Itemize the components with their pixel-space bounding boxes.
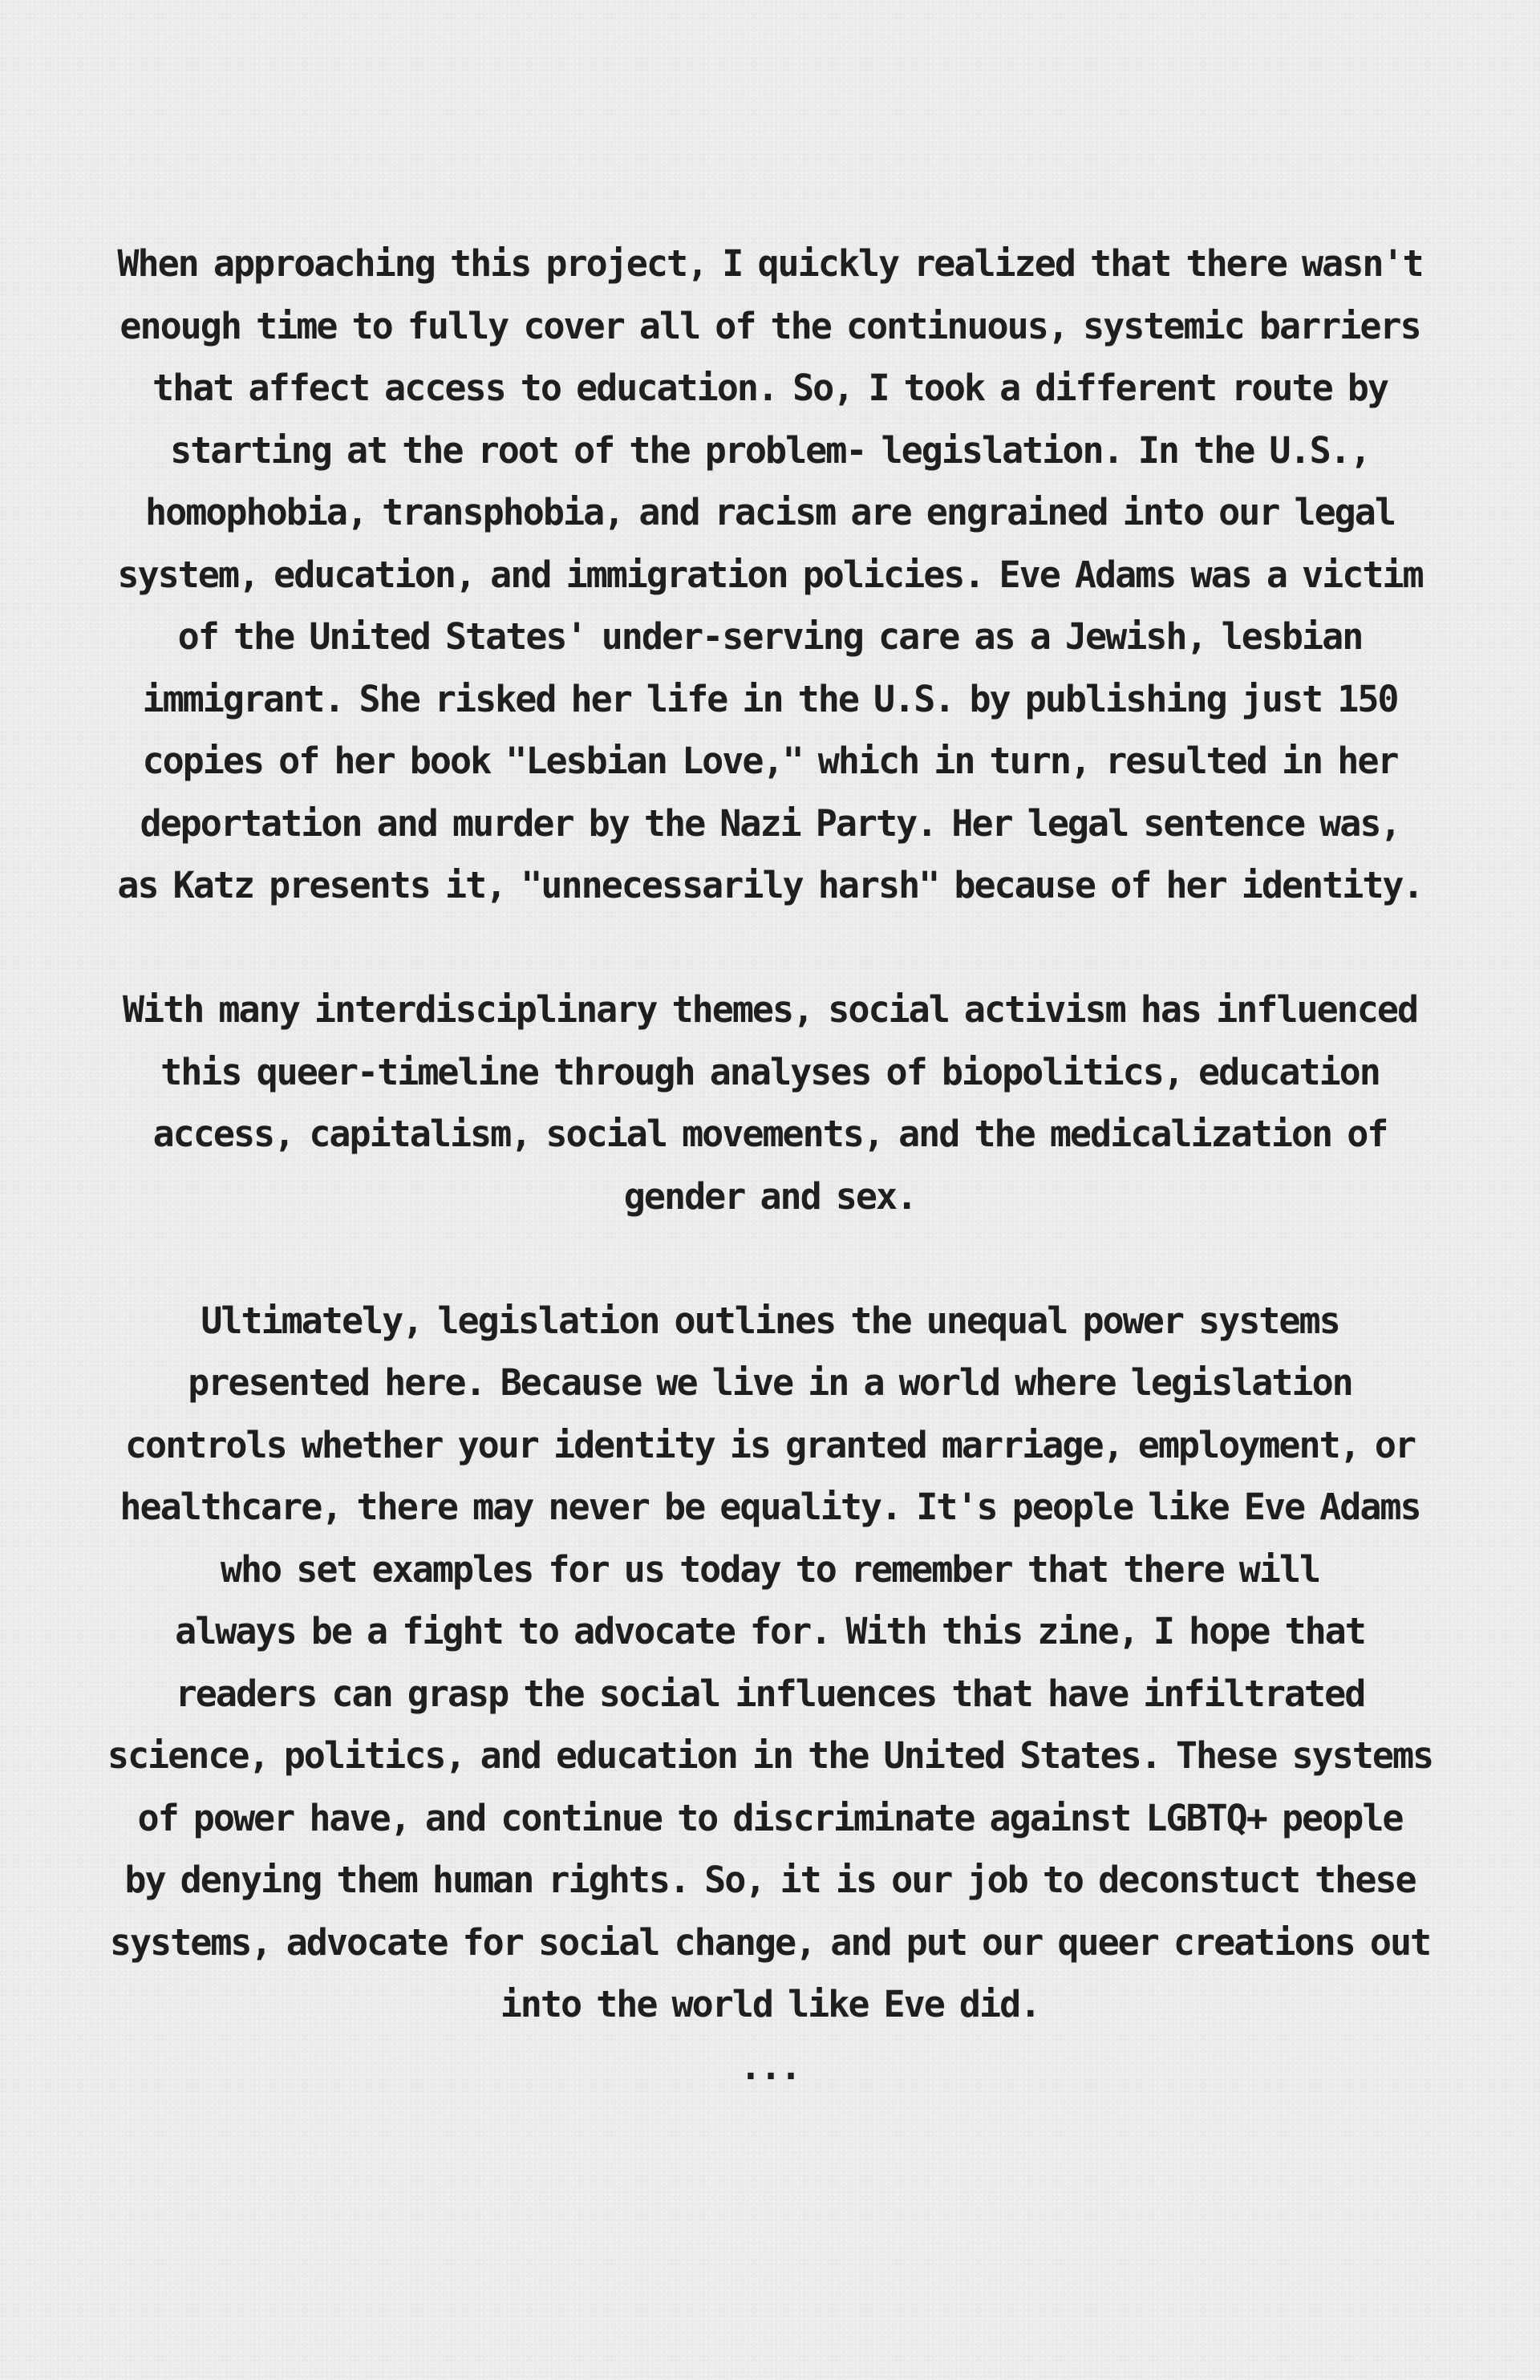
text-line: who set examples for us today to remember that there will <box>220 1547 1320 1591</box>
zine-text-page <box>80 233 1460 2098</box>
text-line: starting at the root of the problem- legislation. In the U.S., <box>170 428 1370 472</box>
text-line: enough time to fully cover all of the continuous, systemic barriers <box>120 304 1420 347</box>
text-line: healthcare, there may never be equality. It's people like Eve Adams <box>120 1486 1420 1528</box>
text-line: copies of her book "Lesbian Love," which in turn, resulted in her <box>142 740 1398 782</box>
text-line: access, capitalism, social movements, and the medicalization of <box>152 1113 1388 1155</box>
text-line: system, education, and immigration policies. Eve Adams was a victim <box>117 553 1423 596</box>
text-line: homophobia, transphobia, and racism are engrained into our legal <box>145 491 1395 533</box>
text-line: this queer-timeline through analyses of biopolitics, education <box>160 1050 1380 1093</box>
text-line: of power have, and continue to discriminate against LGBTQ+ people <box>137 1796 1403 1839</box>
text-line: Ultimately, legislation outlines the unequal power systems <box>201 1299 1339 1342</box>
text-line: presented here. Because we live in a world where legislation <box>188 1361 1352 1404</box>
text-line: immigrant. She risked her life in the U.S. by publishing just 150 <box>142 677 1398 720</box>
text-line: gender and sex. <box>623 1174 917 1218</box>
paragraph-spacer <box>80 1227 1460 1290</box>
text-line: systems, advocate for social change, and put our queer creations out <box>109 1920 1431 1964</box>
text-line: of the United States' under-serving care as a Jewish, lesbian <box>177 615 1363 658</box>
closing-ellipsis: ... <box>740 2045 800 2088</box>
text-line: With many interdisciplinary themes, social activism has influenced <box>122 988 1418 1031</box>
text-line: always be a fight to advocate for. With this zine, I hope that <box>175 1610 1365 1652</box>
text-line: readers can grasp the social influences that have infiltrated <box>175 1672 1365 1715</box>
paragraph-conclusion <box>80 1290 1460 2036</box>
text-line: deportation and murder by the Nazi Party. Her legal sentence was, <box>140 801 1400 845</box>
text-line: as Katz presents it, "unnecessarily harsh" because of her identity. <box>117 864 1423 906</box>
text-line: that affect access to education. So, I took a different route by <box>152 367 1388 409</box>
text-line: science, politics, and education in the United States. These systems <box>107 1734 1433 1777</box>
text-line: When approaching this project, I quickly realized that there wasn't <box>117 242 1423 285</box>
text-line: by denying them human rights. So, it is our job to deconstuct these <box>124 1859 1416 1901</box>
paragraph-spacer <box>80 917 1460 979</box>
text-line: controls whether your identity is granted marriage, employment, or <box>124 1423 1416 1466</box>
paragraph-intro <box>80 233 1460 917</box>
text-line: into the world like Eve did. <box>500 1983 1040 2025</box>
paragraph-themes <box>80 979 1460 1227</box>
